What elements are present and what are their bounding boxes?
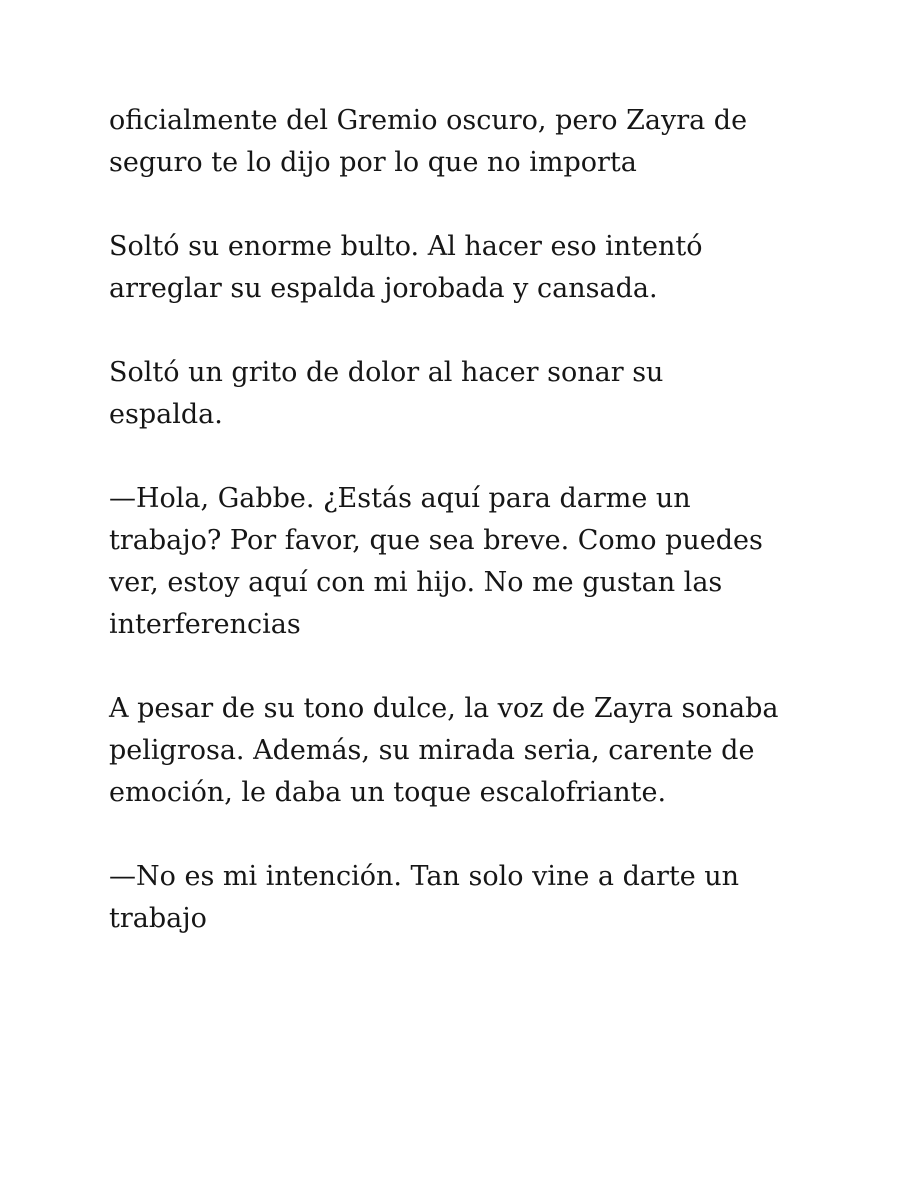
paragraph-4: —Hola, Gabbe. ¿Estás aquí para darme un trabajo? Por favor, que sea breve. Como puedes ver, estoy aquí con mi hijo. No me gustan las interferencias bbox=[109, 483, 763, 640]
paragraph-2: Soltó su enorme bulto. Al hacer eso intentó arreglar su espalda jorobada y cansada. bbox=[109, 231, 703, 304]
paragraph-3: Soltó un grito de dolor al hacer sonar su espalda. bbox=[109, 357, 664, 430]
paragraph-1: oficialmente del Gremio oscuro, pero Zayra de seguro te lo dijo por lo que no importa bbox=[109, 105, 748, 178]
page-text bbox=[109, 100, 799, 982]
paragraph-6: —No es mi intención. Tan solo vine a darte un trabajo bbox=[109, 861, 740, 934]
paragraph-5: A pesar de su tono dulce, la voz de Zayra sonaba peligrosa. Además, su mirada seria, carente de emoción, le daba un toque escalofriante. bbox=[109, 693, 779, 808]
